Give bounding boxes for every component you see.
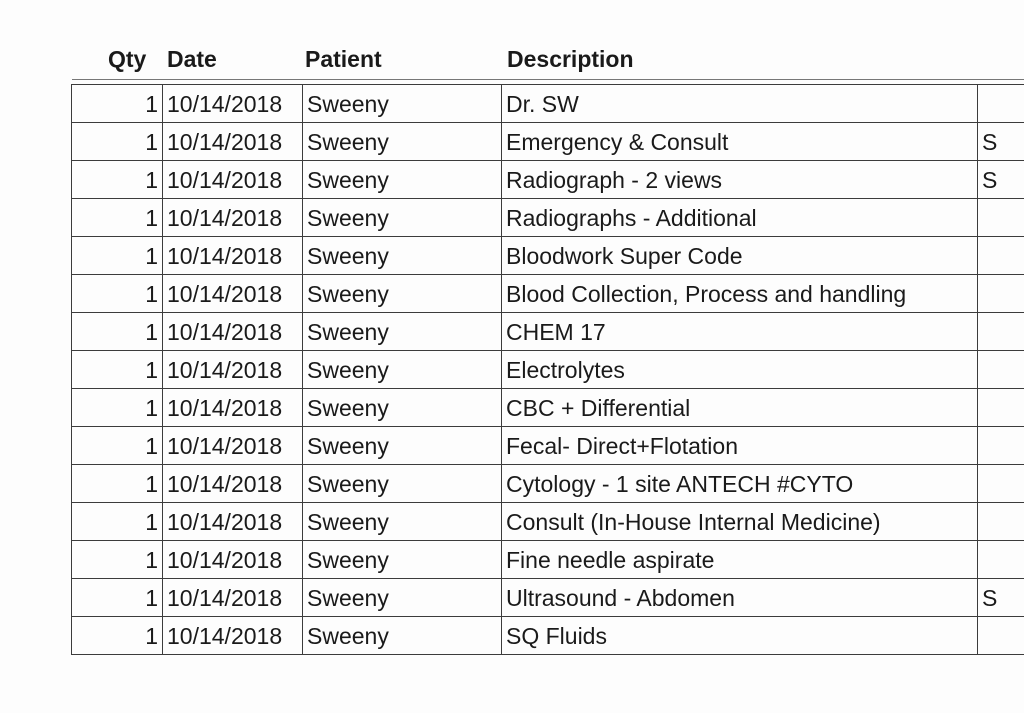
patient-cell: Sweeny bbox=[303, 579, 502, 617]
qty-cell: 1 bbox=[72, 351, 163, 389]
line-items-body bbox=[72, 85, 1024, 655]
amount-cell: S bbox=[978, 123, 1024, 161]
amount-cell bbox=[978, 85, 1024, 123]
amount-cell bbox=[978, 237, 1024, 275]
date-cell: 10/14/2018 bbox=[163, 541, 303, 579]
description-cell: Ultrasound - Abdomen bbox=[502, 579, 978, 617]
amount-cell bbox=[978, 465, 1024, 503]
qty-cell: 1 bbox=[72, 465, 163, 503]
table-row bbox=[72, 579, 1024, 617]
description-cell: Fine needle aspirate bbox=[502, 541, 978, 579]
description-cell: Cytology - 1 site ANTECH #CYTO bbox=[502, 465, 978, 503]
date-cell: 10/14/2018 bbox=[163, 617, 303, 655]
header-description: Description bbox=[507, 46, 634, 72]
amount-cell: S bbox=[978, 579, 1024, 617]
description-cell: Electrolytes bbox=[502, 351, 978, 389]
patient-cell: Sweeny bbox=[303, 85, 502, 123]
qty-cell: 1 bbox=[72, 617, 163, 655]
patient-cell: Sweeny bbox=[303, 617, 502, 655]
date-cell: 10/14/2018 bbox=[163, 351, 303, 389]
amount-cell bbox=[978, 199, 1024, 237]
header-date: Date bbox=[167, 46, 217, 72]
description-cell: Bloodwork Super Code bbox=[502, 237, 978, 275]
description-cell: Consult (In-House Internal Medicine) bbox=[502, 503, 978, 541]
patient-cell: Sweeny bbox=[303, 541, 502, 579]
table-row bbox=[72, 85, 1024, 123]
header-rule bbox=[72, 79, 1024, 80]
patient-cell: Sweeny bbox=[303, 313, 502, 351]
qty-cell: 1 bbox=[72, 237, 163, 275]
qty-cell: 1 bbox=[72, 541, 163, 579]
qty-cell: 1 bbox=[72, 389, 163, 427]
qty-cell: 1 bbox=[72, 275, 163, 313]
patient-cell: Sweeny bbox=[303, 389, 502, 427]
table-row bbox=[72, 617, 1024, 655]
header-patient: Patient bbox=[305, 46, 382, 72]
amount-cell bbox=[978, 313, 1024, 351]
date-cell: 10/14/2018 bbox=[163, 579, 303, 617]
date-cell: 10/14/2018 bbox=[163, 161, 303, 199]
table-row bbox=[72, 427, 1024, 465]
amount-cell bbox=[978, 541, 1024, 579]
patient-cell: Sweeny bbox=[303, 465, 502, 503]
description-cell: Blood Collection, Process and handling bbox=[502, 275, 978, 313]
patient-cell: Sweeny bbox=[303, 123, 502, 161]
description-cell: Radiograph - 2 views bbox=[502, 161, 978, 199]
date-cell: 10/14/2018 bbox=[163, 313, 303, 351]
table-row bbox=[72, 541, 1024, 579]
table-row bbox=[72, 275, 1024, 313]
date-cell: 10/14/2018 bbox=[163, 503, 303, 541]
description-cell: Radiographs - Additional bbox=[502, 199, 978, 237]
qty-cell: 1 bbox=[72, 579, 163, 617]
date-cell: 10/14/2018 bbox=[163, 389, 303, 427]
table-row bbox=[72, 351, 1024, 389]
patient-cell: Sweeny bbox=[303, 351, 502, 389]
patient-cell: Sweeny bbox=[303, 275, 502, 313]
amount-cell bbox=[978, 617, 1024, 655]
patient-cell: Sweeny bbox=[303, 199, 502, 237]
qty-cell: 1 bbox=[72, 313, 163, 351]
qty-cell: 1 bbox=[72, 503, 163, 541]
amount-cell bbox=[978, 275, 1024, 313]
date-cell: 10/14/2018 bbox=[163, 275, 303, 313]
patient-cell: Sweeny bbox=[303, 503, 502, 541]
qty-cell: 1 bbox=[72, 161, 163, 199]
description-cell: Dr. SW bbox=[502, 85, 978, 123]
date-cell: 10/14/2018 bbox=[163, 85, 303, 123]
table-row bbox=[72, 465, 1024, 503]
table-row bbox=[72, 161, 1024, 199]
table-row bbox=[72, 503, 1024, 541]
patient-cell: Sweeny bbox=[303, 427, 502, 465]
amount-cell bbox=[978, 427, 1024, 465]
table-row bbox=[72, 199, 1024, 237]
description-cell: CHEM 17 bbox=[502, 313, 978, 351]
description-cell: CBC + Differential bbox=[502, 389, 978, 427]
qty-cell: 1 bbox=[72, 123, 163, 161]
date-cell: 10/14/2018 bbox=[163, 427, 303, 465]
date-cell: 10/14/2018 bbox=[163, 123, 303, 161]
amount-cell bbox=[978, 389, 1024, 427]
table-row bbox=[72, 237, 1024, 275]
amount-cell bbox=[978, 503, 1024, 541]
qty-cell: 1 bbox=[72, 199, 163, 237]
description-cell: Fecal- Direct+Flotation bbox=[502, 427, 978, 465]
qty-cell: 1 bbox=[72, 85, 163, 123]
table-row bbox=[72, 123, 1024, 161]
amount-cell: S bbox=[978, 161, 1024, 199]
date-cell: 10/14/2018 bbox=[163, 237, 303, 275]
description-cell: SQ Fluids bbox=[502, 617, 978, 655]
table-row bbox=[72, 313, 1024, 351]
patient-cell: Sweeny bbox=[303, 237, 502, 275]
line-items-table bbox=[71, 84, 1024, 655]
date-cell: 10/14/2018 bbox=[163, 465, 303, 503]
amount-cell bbox=[978, 351, 1024, 389]
patient-cell: Sweeny bbox=[303, 161, 502, 199]
description-cell: Emergency & Consult bbox=[502, 123, 978, 161]
table-row bbox=[72, 389, 1024, 427]
qty-cell: 1 bbox=[72, 427, 163, 465]
date-cell: 10/14/2018 bbox=[163, 199, 303, 237]
header-qty: Qty bbox=[108, 46, 147, 72]
